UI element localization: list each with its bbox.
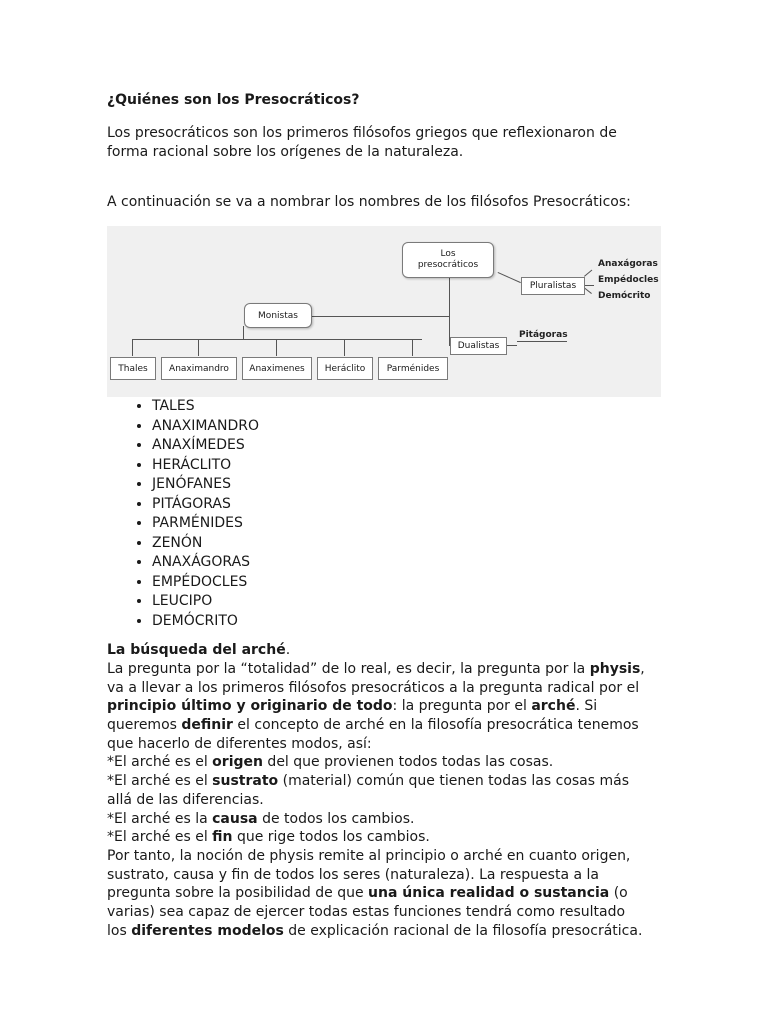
text-run: de explicación racional de la filosofía presocrática. — [283, 922, 643, 939]
connector-line — [584, 270, 592, 277]
connector-line — [132, 339, 422, 340]
section-body — [107, 660, 677, 940]
bold-term: principio último y originario de todo — [107, 698, 393, 715]
list-item: • EMPÉDOCLES — [152, 573, 259, 593]
section-heading-period: . — [285, 642, 291, 658]
connector-line — [198, 339, 199, 356]
text-run: *El arché es el — [107, 773, 213, 790]
body-line — [107, 847, 677, 866]
connector-line — [132, 339, 133, 356]
body-line — [107, 753, 677, 772]
bold-term: sustrato — [212, 773, 279, 790]
bold-term: definir — [181, 717, 233, 734]
list-item: • ANAXÍMEDES — [152, 436, 259, 456]
connector-line — [412, 339, 413, 356]
body-line — [107, 866, 677, 885]
text-run: . Si — [575, 698, 598, 715]
list-item: • LEUCIPO — [152, 592, 259, 612]
page-title: ¿Quiénes son los Presocráticos? — [107, 92, 360, 108]
list-item: • PITÁGORAS — [152, 495, 259, 515]
connector-line — [498, 272, 521, 283]
presocratics-concept-map — [107, 226, 661, 397]
leaf-democrito: Demócrito — [598, 291, 651, 301]
text-run: *El arché es la — [107, 810, 213, 827]
connector-line — [507, 345, 517, 346]
body-line — [107, 679, 677, 698]
text-run: *El arché es el — [107, 829, 213, 846]
node-heraclito: Heráclito — [317, 357, 373, 380]
connector-line — [312, 316, 449, 317]
list-item: • PARMÉNIDES — [152, 514, 259, 534]
connector-line — [276, 339, 277, 356]
text-run: , — [640, 661, 645, 677]
text-run: : la pregunta por el — [392, 698, 532, 715]
bold-term: una única realidad o sustancia — [368, 885, 610, 902]
body-line — [107, 716, 677, 735]
root-node-presocraticos — [402, 242, 494, 278]
text-run: La pregunta por la “totalidad” de lo real, es decir, la pregunta por la — [107, 661, 590, 677]
text-run: (o — [609, 885, 628, 902]
continuation-paragraph: A continuación se va a nombrar los nombres de los filósofos Presocráticos: — [107, 194, 631, 210]
connector-line — [584, 285, 594, 286]
body-line — [107, 810, 677, 829]
text-run: el concepto de arché en la filosofía presocrática tenemos — [232, 717, 639, 734]
text-run: queremos — [107, 717, 182, 734]
text-run: del que provienen todos todas las cosas. — [262, 754, 554, 771]
bold-term: physis — [589, 661, 641, 677]
node-pluralistas: Pluralistas — [521, 277, 585, 295]
list-item: • TALES — [152, 397, 259, 417]
bold-term: fin — [212, 829, 233, 846]
node-anaximenes: Anaximenes — [242, 357, 312, 380]
body-line — [107, 791, 677, 810]
leaf-anaxagoras: Anaxágoras — [598, 259, 658, 269]
body-line — [107, 922, 677, 941]
connector-line — [517, 341, 567, 342]
body-line — [107, 697, 677, 716]
connector-line — [243, 326, 244, 339]
connector-line — [344, 339, 345, 356]
list-item: • DEMÓCRITO — [152, 612, 259, 632]
bold-term: causa — [212, 810, 258, 827]
section-heading — [107, 642, 290, 658]
bold-term: origen — [212, 754, 263, 771]
section-heading-text: La búsqueda del arché — [107, 642, 286, 658]
text-run: varias) sea capaz de ejercer todas estas funciones tendrá como resultado — [107, 903, 626, 920]
bold-term: arché — [531, 698, 576, 715]
text-run: que hacerlo de diferentes modos, así: — [107, 735, 372, 752]
text-run: allá de las diferencias. — [107, 791, 264, 808]
text-run: va a llevar a los primeros filósofos presocráticos a la pregunta radical por el — [107, 679, 640, 696]
body-line — [107, 884, 677, 903]
text-run: (material) común que tienen todas las cosas más — [278, 773, 630, 790]
intro-line: Los presocráticos son los primeros filósofos griegos que reflexionaron de — [107, 125, 617, 141]
body-line — [107, 660, 677, 679]
connector-line — [449, 278, 450, 345]
bold-term: diferentes modelos — [131, 922, 284, 939]
text-run: pregunta sobre la posibilidad de que — [107, 885, 369, 902]
root-node-label: presocráticos — [417, 260, 479, 270]
node-thales: Thales — [110, 357, 156, 380]
text-run: que rige todos los cambios. — [232, 829, 430, 846]
intro-line: forma racional sobre los orígenes de la naturaleza. — [107, 144, 464, 160]
list-item: • ANAXÁGORAS — [152, 553, 259, 573]
philosophers-list — [107, 397, 259, 631]
list-item: • JENÓFANES — [152, 475, 259, 495]
text-run: de todos los cambios. — [257, 810, 415, 827]
text-run: los — [107, 922, 132, 939]
node-parmenides: Parménides — [378, 357, 448, 380]
body-line — [107, 772, 677, 791]
list-item: • HERÁCLITO — [152, 456, 259, 476]
text-run: *El arché es el — [107, 754, 213, 771]
leaf-pitagoras: Pitágoras — [519, 330, 568, 340]
root-node-label: Los — [440, 249, 456, 259]
node-dualistas: Dualistas — [450, 337, 507, 355]
list-item: • ZENÓN — [152, 534, 259, 554]
body-line — [107, 735, 677, 754]
node-anaximandro: Anaximandro — [161, 357, 237, 380]
leaf-empedocles: Empédocles — [598, 275, 659, 285]
body-line — [107, 828, 677, 847]
list-item: • ANAXIMANDRO — [152, 417, 259, 437]
text-run: sustrato, causa y fin de todos los seres (naturaleza). La respuesta a la — [107, 866, 599, 883]
intro-paragraph — [107, 124, 667, 162]
node-monistas: Monistas — [244, 303, 312, 328]
body-line — [107, 903, 677, 922]
text-run: Por tanto, la noción de physis remite al principio o arché en cuanto origen, — [107, 847, 631, 864]
